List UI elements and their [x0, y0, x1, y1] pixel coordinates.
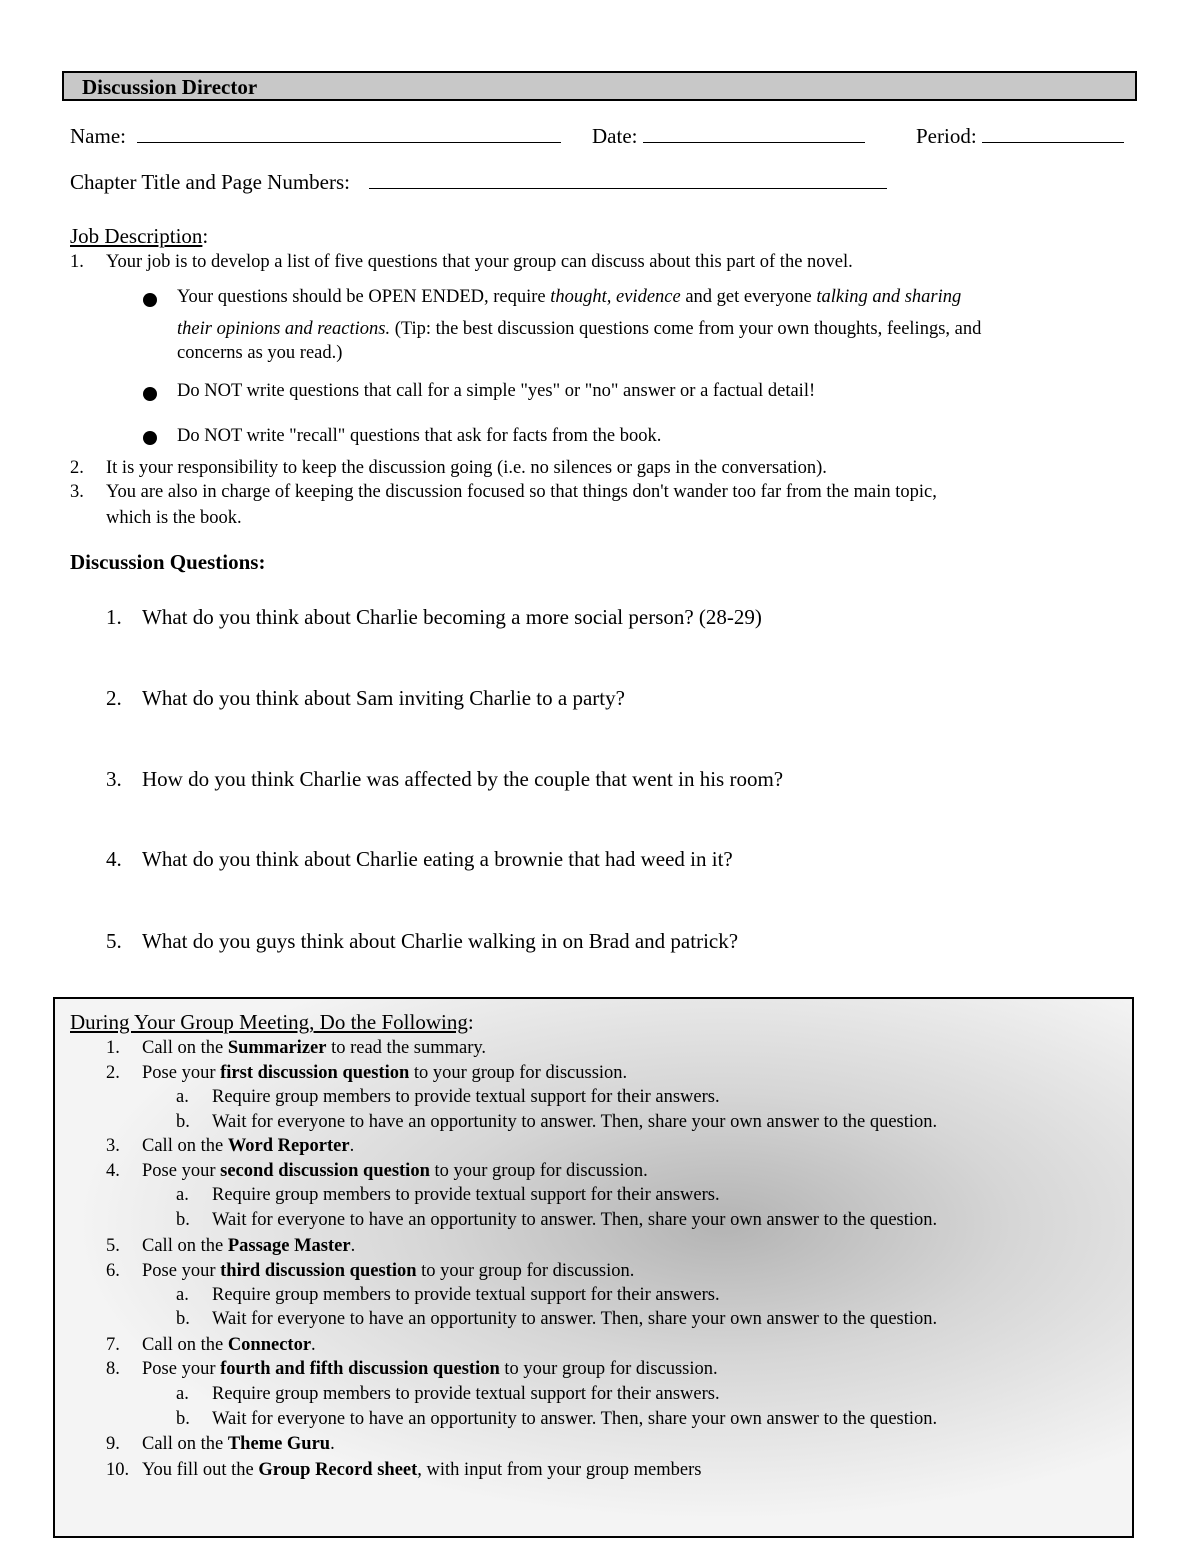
- substep-letter: b.: [176, 1409, 190, 1429]
- meeting-substep: [176, 1185, 720, 1206]
- step-number: 9.: [106, 1434, 120, 1454]
- step-number: 8.: [106, 1359, 120, 1379]
- substep-text: Require group members to provide textual support for their answers.: [212, 1285, 720, 1305]
- step-number: 7.: [106, 1335, 120, 1355]
- substep-text: Wait for everyone to have an opportunity to answer. Then, share your own answer to the question.: [212, 1309, 938, 1329]
- substep-text: Wait for everyone to have an opportunity to answer. Then, share your own answer to the question.: [212, 1409, 938, 1429]
- period-line[interactable]: [982, 142, 1124, 143]
- step-text: .: [349, 1136, 355, 1156]
- substep-text: Require group members to provide textual support for their answers.: [212, 1087, 720, 1107]
- job-item-3-text: You are also in charge of keeping the discussion focused so that things don't wander too far from the main topic,: [106, 482, 937, 502]
- meeting-substep: [176, 1112, 938, 1133]
- question-text: What do you think about Sam inviting Charlie to a party?: [142, 686, 625, 710]
- job-item-3-continued: which is the book.: [106, 508, 242, 528]
- bullet-icon: [143, 431, 157, 445]
- bullet-1-line-2: [177, 319, 981, 340]
- step-text: to your group for discussion.: [416, 1261, 635, 1281]
- job-item-2-text: It is your responsibility to keep the discussion going (i.e. no silences or gaps in the conversation).: [106, 458, 827, 478]
- meeting-step: [106, 1335, 316, 1356]
- list-number: 2.: [70, 458, 84, 478]
- meeting-substep: [176, 1309, 938, 1330]
- step-text: , with input from your group members: [417, 1460, 702, 1480]
- date-field: [592, 124, 865, 149]
- substep-text: Require group members to provide textual support for their answers.: [212, 1185, 720, 1205]
- job-description-heading: [70, 224, 208, 249]
- step-text: .: [330, 1434, 335, 1454]
- meeting-step: [106, 1460, 702, 1481]
- role-name: Passage Master: [227, 1236, 351, 1256]
- date-label: Date:: [592, 124, 638, 148]
- questions-heading: Discussion Questions:: [70, 550, 266, 574]
- job-heading-text: Job Description: [70, 224, 203, 248]
- question-label: first discussion question: [220, 1063, 410, 1083]
- question-item: [106, 686, 625, 711]
- step-number: 10.: [106, 1460, 130, 1480]
- step-text: Pose your: [142, 1359, 221, 1379]
- step-number: 4.: [106, 1161, 120, 1181]
- question-label: second discussion question: [220, 1161, 430, 1181]
- question-item: [106, 847, 733, 872]
- page-title: Discussion Director: [62, 71, 1137, 101]
- step-text: to read the summary.: [326, 1038, 487, 1058]
- substep-text: Wait for everyone to have an opportunity to answer. Then, share your own answer to the question.: [212, 1210, 938, 1230]
- question-text: What do you think about Charlie becoming a more social person? (28-29): [142, 605, 762, 629]
- bullet-1-text-c: (Tip: the best discussion questions come from your own thoughts, feelings, and: [390, 319, 982, 339]
- step-text: Call on the: [142, 1335, 228, 1355]
- meeting-step: [106, 1261, 635, 1282]
- period-label: Period:: [916, 124, 977, 148]
- step-text: Call on the: [142, 1434, 228, 1454]
- bullet-3-text: Do NOT write "recall" questions that ask for facts from the book.: [177, 426, 662, 446]
- list-number: 3.: [70, 482, 84, 502]
- substep-letter: a.: [176, 1384, 189, 1404]
- substep-letter: b.: [176, 1210, 190, 1230]
- step-text: Call on the: [142, 1236, 228, 1256]
- meeting-heading: [70, 1010, 474, 1035]
- meeting-step: [106, 1038, 487, 1059]
- role-name: Connector: [227, 1335, 312, 1355]
- bullet-1-italic-b: talking and sharing: [816, 287, 962, 307]
- job-heading-colon: :: [202, 224, 209, 248]
- step-text: to your group for discussion.: [429, 1161, 648, 1181]
- question-number: 4.: [106, 847, 122, 871]
- role-name: Word Reporter: [227, 1136, 350, 1156]
- job-item-2: [70, 458, 827, 479]
- question-text: What do you guys think about Charlie walking in on Brad and patrick?: [142, 929, 739, 953]
- meeting-step: [106, 1434, 335, 1455]
- list-number: 1.: [70, 252, 84, 272]
- substep-letter: a.: [176, 1285, 189, 1305]
- job-item-1-text: Your job is to develop a list of five questions that your group can discuss about this part of the novel.: [106, 252, 853, 272]
- meeting-substep: [176, 1210, 938, 1231]
- name-line[interactable]: [137, 142, 561, 143]
- meeting-substep: [176, 1409, 938, 1430]
- question-number: 2.: [106, 686, 122, 710]
- bullet-1-line-1: [177, 287, 961, 308]
- chapter-field: [70, 170, 887, 195]
- question-item: [106, 929, 738, 954]
- question-item: [106, 767, 783, 792]
- bullet-2-text: Do NOT write questions that call for a simple "yes" or "no" answer or a factual detail!: [177, 381, 816, 401]
- substep-letter: b.: [176, 1309, 190, 1329]
- question-text: How do you think Charlie was affected by the couple that went in his room?: [142, 767, 784, 791]
- step-text: .: [350, 1236, 356, 1256]
- question-text: What do you think about Charlie eating a brownie that had weed in it?: [142, 847, 733, 871]
- meeting-step: [106, 1359, 718, 1380]
- name-label: Name:: [70, 124, 126, 148]
- question-number: 5.: [106, 929, 122, 953]
- step-text: Call on the: [142, 1136, 228, 1156]
- step-text: to your group for discussion.: [409, 1063, 628, 1083]
- question-label: fourth and fifth discussion question: [220, 1359, 500, 1379]
- step-text: Pose your: [142, 1063, 221, 1083]
- step-number: 1.: [106, 1038, 120, 1058]
- step-text: You fill out the: [142, 1460, 259, 1480]
- substep-text: Require group members to provide textual support for their answers.: [212, 1384, 720, 1404]
- bullet-1-line-3: concerns as you read.): [177, 343, 343, 363]
- meeting-heading-text: During Your Group Meeting, Do the Following: [70, 1010, 468, 1034]
- question-number: 3.: [106, 767, 122, 791]
- step-text: Pose your: [142, 1161, 221, 1181]
- role-name: Group Record sheet: [258, 1460, 418, 1480]
- date-line[interactable]: [643, 142, 865, 143]
- bullet-icon: [143, 387, 157, 401]
- meeting-substep: [176, 1087, 720, 1108]
- chapter-line[interactable]: [369, 188, 887, 189]
- meeting-step: [106, 1161, 648, 1182]
- bullet-1-text-b: and get everyone: [680, 287, 817, 307]
- chapter-label: Chapter Title and Page Numbers:: [70, 170, 350, 194]
- step-text: to your group for discussion.: [499, 1359, 718, 1379]
- bullet-1-text-a: Your questions should be OPEN ENDED, require: [177, 287, 551, 307]
- step-number: 2.: [106, 1063, 120, 1083]
- bullet-icon: [143, 293, 157, 307]
- substep-letter: a.: [176, 1185, 189, 1205]
- step-text: Call on the: [142, 1038, 228, 1058]
- role-name: Summarizer: [227, 1038, 327, 1058]
- meeting-substep: [176, 1285, 720, 1306]
- substep-text: Wait for everyone to have an opportunity to answer. Then, share your own answer to the question.: [212, 1112, 938, 1132]
- meeting-step: [106, 1236, 356, 1257]
- meeting-step: [106, 1136, 355, 1157]
- question-label: third discussion question: [220, 1261, 417, 1281]
- step-number: 6.: [106, 1261, 120, 1281]
- step-text: Pose your: [142, 1261, 221, 1281]
- step-number: 3.: [106, 1136, 120, 1156]
- question-item: [106, 605, 762, 630]
- role-name: Theme Guru: [227, 1434, 331, 1454]
- question-number: 1.: [106, 605, 122, 629]
- substep-letter: b.: [176, 1112, 190, 1132]
- name-field: [70, 124, 561, 149]
- step-number: 5.: [106, 1236, 120, 1256]
- bullet-1-italic-a: thought, evidence: [550, 287, 681, 307]
- meeting-heading-colon: :: [467, 1010, 474, 1034]
- meeting-substep: [176, 1384, 720, 1405]
- period-field: [916, 124, 1124, 149]
- bullet-1-italic-c: their opinions and reactions.: [177, 319, 391, 339]
- job-item-3: [70, 482, 937, 503]
- step-text: .: [311, 1335, 316, 1355]
- meeting-step: [106, 1063, 628, 1084]
- substep-letter: a.: [176, 1087, 189, 1107]
- job-item-1: [70, 252, 853, 273]
